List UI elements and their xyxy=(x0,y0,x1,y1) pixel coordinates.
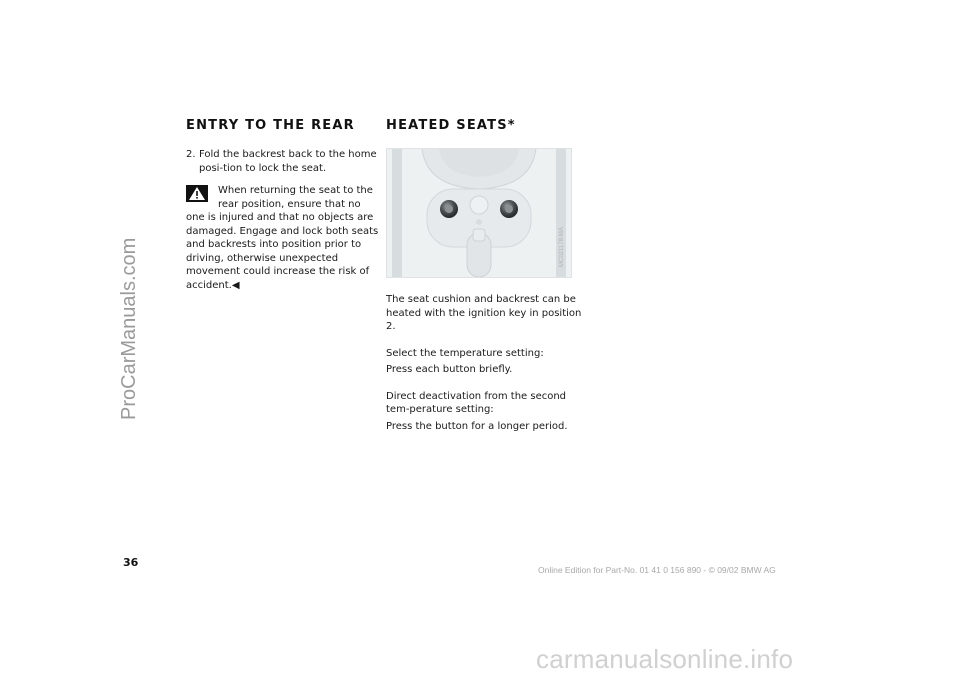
para-select-temp: Select the temperature setting: xyxy=(386,347,544,359)
para-press-longer: Press the button for a longer period. xyxy=(386,420,568,432)
warning-note xyxy=(186,184,382,292)
console-illustration xyxy=(387,149,571,277)
para-heating: The seat cushion and backrest can be heated with the ignition key in position 2. xyxy=(386,294,582,332)
image-code-text: MC021178-MA xyxy=(559,227,565,267)
para-deactivation: Direct deactivation from the second tem-perature setting: xyxy=(386,390,567,415)
side-watermark-text: ProCarManuals.com xyxy=(118,237,140,420)
warning-text: When returning the seat to the rear position, ensure that no one is injured and that no objects are damaged. Engage and lock both seats and backrests into position prior to driving, otherwise unexpected movement could increase the risk of accident.◀ xyxy=(186,185,379,291)
image-code xyxy=(559,213,567,273)
heated-seat-buttons-photo xyxy=(386,148,572,278)
para-press-briefly: Press each button briefly. xyxy=(386,364,513,375)
heated-seats-section xyxy=(386,118,586,446)
entry-to-rear-section xyxy=(186,118,382,292)
section-title-heated-seats: HEATED SEATS* xyxy=(386,118,516,133)
section-title-entry: ENTRY TO THE REAR xyxy=(186,118,355,133)
footer-edition: Online Edition for Part-No. 01 41 0 156 890 - © 09/02 BMW AG xyxy=(538,565,776,575)
step-number: 2. xyxy=(186,149,196,160)
footer-watermark: carmanualsonline.info xyxy=(536,644,794,674)
warning-triangle-icon xyxy=(186,185,208,202)
step-text: Fold the backrest back to the home posi-tion to lock the seat. xyxy=(199,149,377,174)
step-2 xyxy=(186,148,382,175)
page-number: 36 xyxy=(123,556,139,569)
